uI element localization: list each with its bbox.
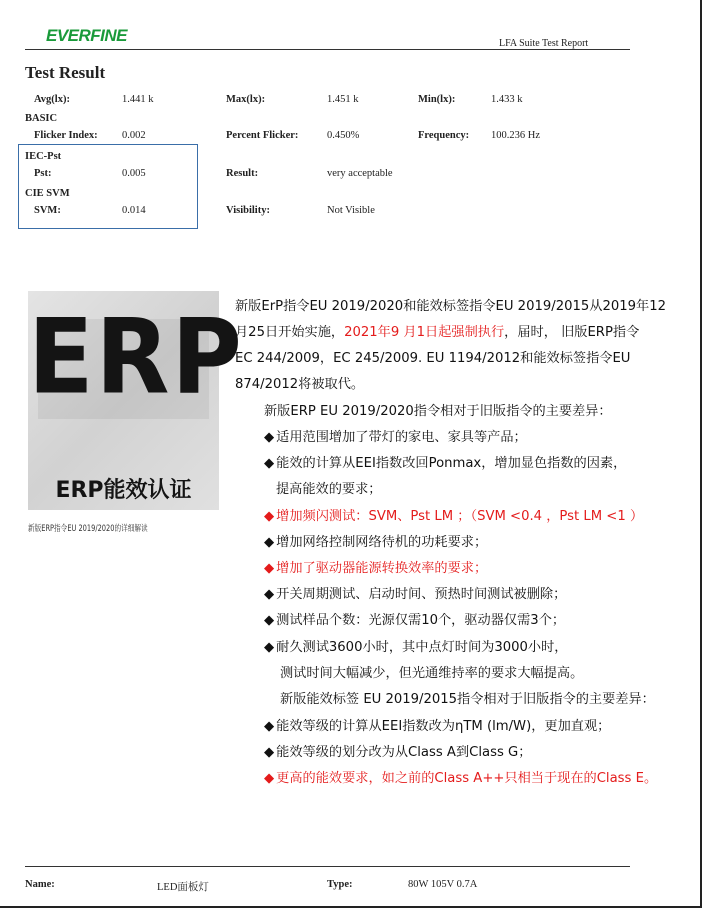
bullet-icon: ◆ xyxy=(264,535,275,550)
test-result-title: Test Result xyxy=(25,63,106,82)
pst-value: 0.005 xyxy=(122,168,146,179)
bullet-item xyxy=(264,741,531,760)
type-label: Type: xyxy=(327,879,353,890)
visibility-label: Visibility: xyxy=(226,205,270,216)
bullet-icon: ◆ xyxy=(264,640,275,655)
bullet-text: 能效等级的计算从EEI指数改为ηTM (lm/W)，更加直观； xyxy=(276,719,611,734)
avg-label: Avg(lx): xyxy=(34,94,70,105)
iec-pst-section-label: IEC-Pst xyxy=(25,151,62,162)
min-value: 1.433 k xyxy=(491,94,523,105)
bullet-item xyxy=(264,452,626,471)
flicker-index-value: 0.002 xyxy=(122,130,146,141)
article-p1-line2-a: 月25日开始实施， xyxy=(235,325,345,340)
article-p1-line4: 874/2012将被取代。 xyxy=(235,377,365,392)
erp-image-caption: 新版ERP指令EU 2019/2020的详细解读 xyxy=(28,524,148,534)
article-p1-line2 xyxy=(235,321,639,340)
bullet-text: 增加了驱动器能源转换效率的要求； xyxy=(276,561,488,576)
bullet-icon: ◆ xyxy=(264,561,275,576)
cie-svm-section-label: CIE SVM xyxy=(25,188,70,199)
bullet-icon: ◆ xyxy=(264,456,275,471)
bullet-item-highlighted xyxy=(264,767,657,786)
erp-image-big-text: ERP xyxy=(28,296,244,418)
bullet-text: 更高的能效要求，如之前的Class A++只相当于现在的Class E。 xyxy=(276,771,658,786)
bullet-item xyxy=(264,715,610,734)
bullet-icon: ◆ xyxy=(264,745,275,760)
bullet-icon: ◆ xyxy=(264,613,275,628)
bullet-icon: ◆ xyxy=(264,771,275,786)
visibility-value: Not Visible xyxy=(327,205,375,216)
bullet-continuation: 测试时间大幅减少，但光通维持率的要求大幅提高。 xyxy=(280,666,584,681)
bullet-item xyxy=(264,609,565,628)
pst-label: Pst: xyxy=(34,168,52,179)
bullet-text: 增加网络控制网络待机的功耗要求； xyxy=(276,535,488,550)
bullet-text: 开关周期测试、启动时间、预热时间测试被删除； xyxy=(276,587,567,602)
article-p1-line3: EC 244/2009，EC 245/2009. EU 1194/2012和能效标签指令EU xyxy=(235,351,631,366)
bullet-item xyxy=(264,583,566,602)
bullet-text: 增加频闪测试：SVM、Pst LM ；（SVM <0.4 ，Pst LM <1 ） xyxy=(276,509,644,524)
result-value: very acceptable xyxy=(327,168,393,179)
svm-label: SVM: xyxy=(34,205,61,216)
article-p1-line2-b: ，届时， 旧版ERP指令 xyxy=(504,325,640,340)
erp-image xyxy=(28,291,244,510)
article-subheading-label: 新版能效标签 EU 2019/2015指令相对于旧版指令的主要差异： xyxy=(280,692,655,707)
name-label: Name: xyxy=(25,879,55,890)
percent-flicker-value: 0.450% xyxy=(327,130,360,141)
bullet-text: 能效的计算从EEI指数改回Ponmax，增加显色指数的因素， xyxy=(276,456,627,471)
svm-value: 0.014 xyxy=(122,205,146,216)
max-value: 1.451 k xyxy=(327,94,359,105)
min-label: Min(lx): xyxy=(418,94,456,105)
report-title: LFA Suite Test Report xyxy=(499,38,589,49)
bullet-item xyxy=(264,636,567,655)
bullet-item-highlighted xyxy=(264,557,487,576)
percent-flicker-label: Percent Flicker: xyxy=(226,130,299,141)
flicker-index-label: Flicker Index: xyxy=(34,130,98,141)
article-subheading-erp: 新版ERP EU 2019/2020指令相对于旧版指令的主要差异： xyxy=(264,404,612,419)
frequency-value: 100.236 Hz xyxy=(491,130,540,141)
everfine-logo: EVERFINE xyxy=(46,26,128,45)
bullet-text: 耐久测试3600小时，其中点灯时间为3000小时， xyxy=(276,640,568,655)
bullet-text: 适用范围增加了带灯的家电、家具等产品； xyxy=(276,430,527,445)
bullet-continuation: 提高能效的要求； xyxy=(276,482,382,497)
result-label: Result: xyxy=(226,168,259,179)
bullet-text: 测试样品个数：光源仅需10个，驱动器仅需3个； xyxy=(276,613,566,628)
type-value: 80W 105V 0.7A xyxy=(408,879,478,890)
erp-image-cn-text: ERP能效认证 xyxy=(55,478,192,503)
bullet-item xyxy=(264,531,487,550)
bullet-text: 能效等级的划分改为从Class A到Class G； xyxy=(276,745,532,760)
bullet-item-highlighted xyxy=(264,505,643,524)
avg-value: 1.441 k xyxy=(122,94,154,105)
bullet-icon: ◆ xyxy=(264,587,275,602)
bullet-icon: ◆ xyxy=(264,430,275,445)
name-value: LED面板灯 xyxy=(157,882,209,893)
article-p1-enforcement-date: 2021年9 月1日起强制执行 xyxy=(344,325,505,340)
article-p1-line1: 新版ErP指令EU 2019/2020和能效标签指令EU 2019/2015从2019年12 xyxy=(235,299,666,314)
bullet-icon: ◆ xyxy=(264,719,275,734)
basic-section-label: BASIC xyxy=(25,113,58,124)
frequency-label: Frequency: xyxy=(418,130,470,141)
header-divider xyxy=(25,49,630,50)
footer-divider xyxy=(25,866,630,867)
bullet-icon: ◆ xyxy=(264,509,275,524)
bullet-item xyxy=(264,426,527,445)
max-label: Max(lx): xyxy=(226,94,266,105)
